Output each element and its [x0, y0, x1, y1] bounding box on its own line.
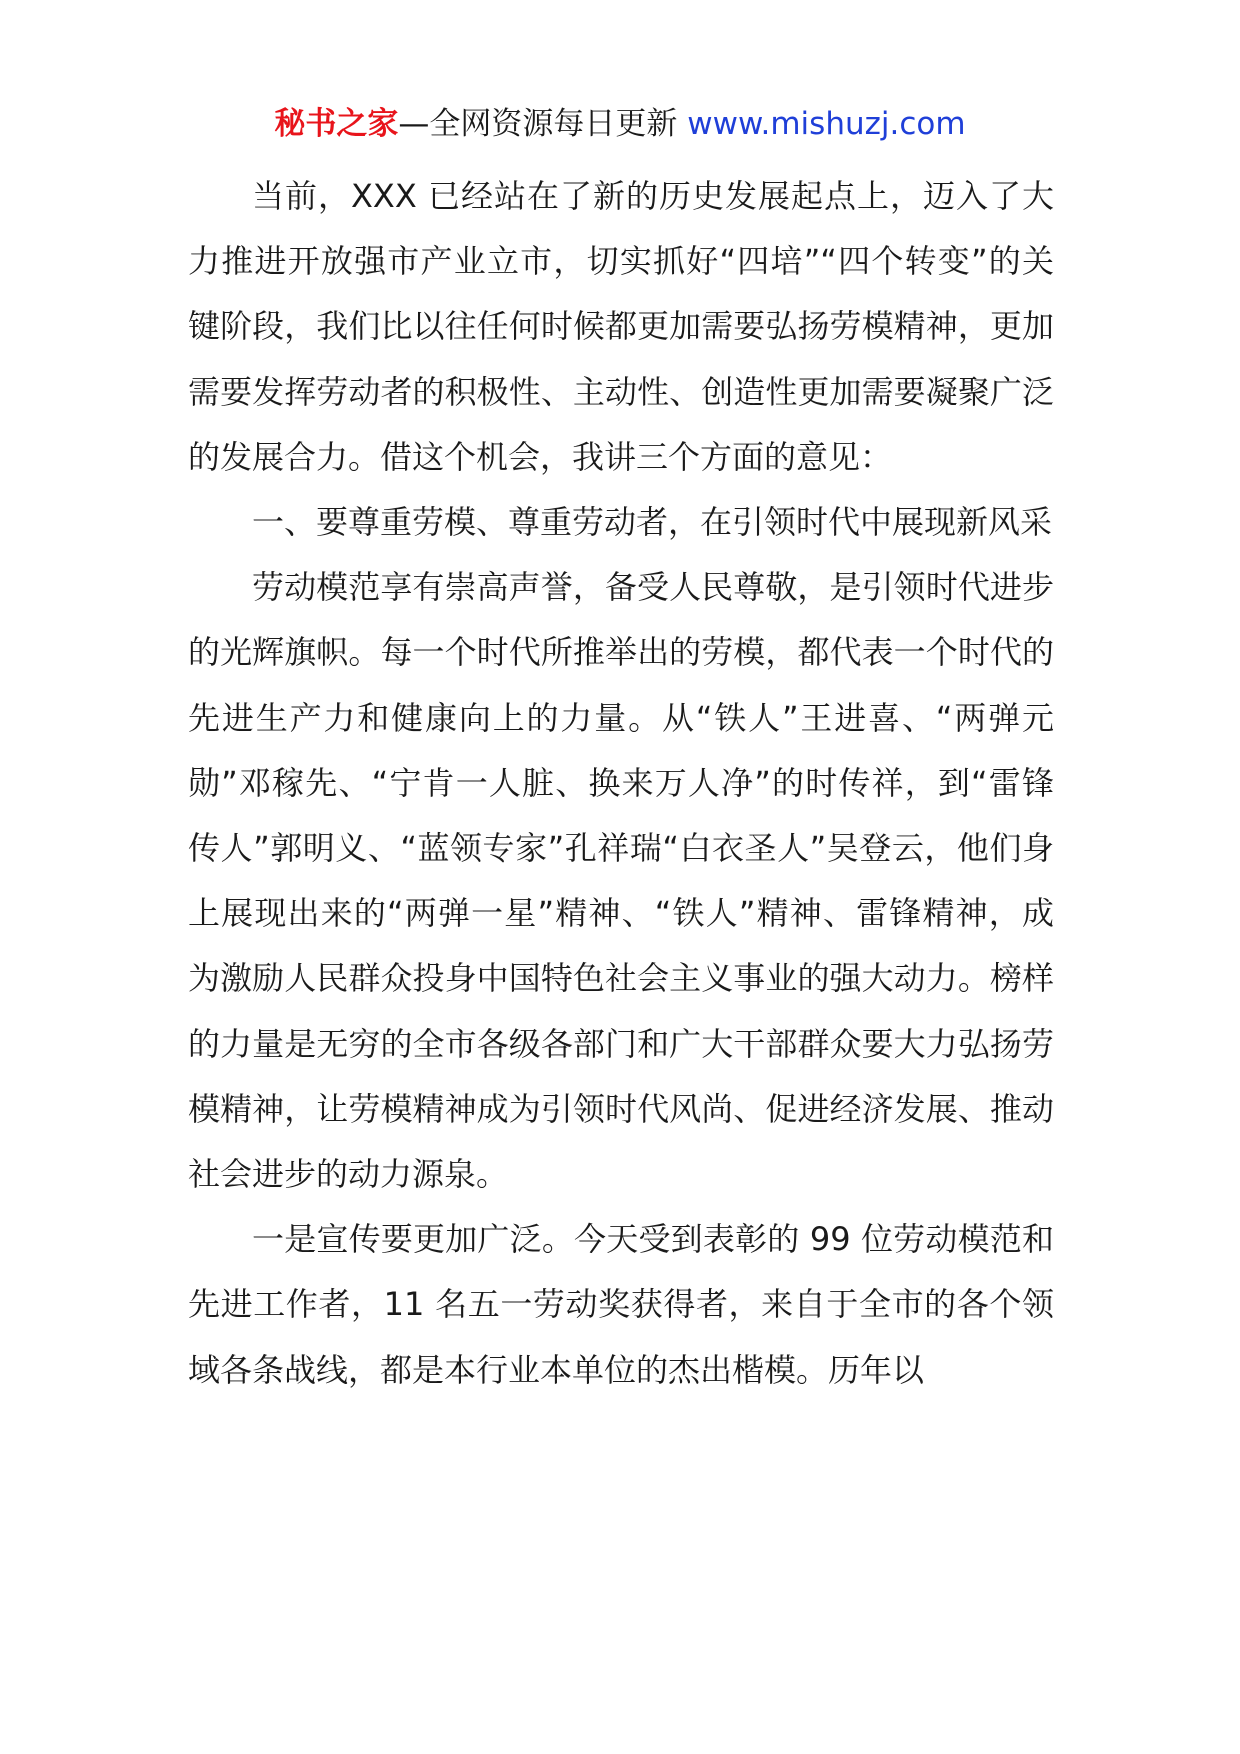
paragraph-publicity: 一是宣传要更加广泛。今天受到表彰的 99 位劳动模范和先进工作者，11 名五一劳动奖获得者，来自于全市的各个领域各条战线，都是本行业本单位的杰出楷模。历年以: [188, 1220, 1054, 1389]
header-brand: 秘书之家: [274, 106, 399, 142]
document-body: [188, 164, 1054, 1403]
header-tagline: —全网资源每日更新: [398, 106, 688, 142]
page-header: [0, 100, 1240, 148]
section-heading-1: 一、要尊重劳模、尊重劳动者，在引领时代中展现新风采: [252, 503, 1053, 542]
paragraph-labor-models: 劳动模范享有崇高声誉，备受人民尊敬，是引领时代进步的光辉旗帜。每一个时代所推举出的劳模，都代表一个时代的先进生产力和健康向上的力量。从“铁人”王进喜、“两弹元勋”邓稼先、“宁肯一人脏、换来万人净”的时传祥，到“雷锋传人”郭明义、“蓝领专家”孔祥瑞“白衣圣人”吴登云，他们身上展现出来的“两弹一星”精神、“铁人”精神、雷锋精神，成为激励人民群众投身中国特色社会主义事业的强大动力。榜样的力量是无穷的全市各级各部门和广大干部群众要大力弘扬劳模精神，让劳模精神成为引领时代风尚、促进经济发展、推动社会进步的动力源泉。: [188, 568, 1054, 1194]
header-url-link[interactable]: www.mishuzj.com: [687, 106, 966, 142]
paragraph-intro: 当前，XXX 已经站在了新的历史发展起点上，迈入了大力推进开放强市产业立市，切实抓好“四培”“四个转变”的关键阶段，我们比以往任何时候都更加需要弘扬劳模精神，更加需要发挥劳动者的积极性、主动性、创造性更加需要凝聚广泛的发展合力。借这个机会，我讲三个方面的意见：: [188, 177, 1054, 476]
